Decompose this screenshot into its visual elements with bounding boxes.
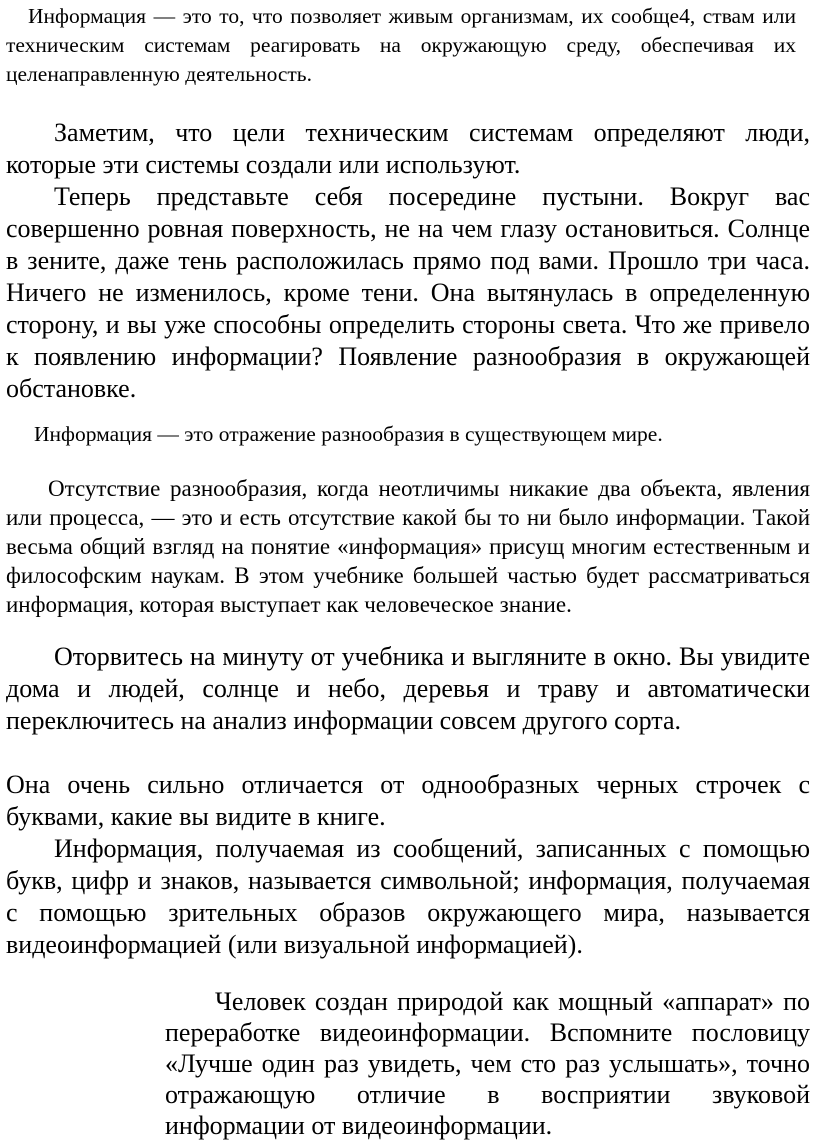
goals-paragraph: Заметим, что цели техническим системам определяют люди, которые эти системы создали или используют.: [6, 118, 810, 179]
symbolic-information-paragraph: Информация, получаемая из сообщений, записанных с помощью букв, цифр и знаков, называется символьной; информация, получаемая с помощью зрительных образов окружающего мира, называется видеоинформацией (или визуальной информацией).: [6, 834, 810, 959]
absence-of-diversity-paragraph: Отсутствие разнообразия, когда неотличимы никакие два объекта, явления или процесса, — это и есть отсутствие какой бы то ни было информации. Такой весьма общий взгляд на понятие «информация» присущ многим естественным и философским наукам. В этом учебнике большей частью будет рассматриваться информация, которая выступает как человеческое знание.: [6, 476, 810, 617]
look-out-window-paragraph: Оторвитесь на минуту от учебника и выгляните в окно. Вы увидите дома и людей, солнце и небо, деревья и траву и автоматически переключитесь на анализ информации совсем другого сорта.: [6, 642, 810, 735]
desert-paragraph: Теперь представьте себя посередине пустыни. Вокруг вас совершенно ровная поверхность, не на чем глазу остановиться. Солнце в зените, даже тень расположилась прямо под вами. Прошло три часа. Ничего не изменилось, кроме тени. Она вытянулась в определенную сторону, и вы уже способны определить стороны света. Что же привело к появлению информации? Появление разнообразия в окружающей обстановке.: [6, 182, 810, 403]
definition-paragraph-2: Информация — это отражение разнообразия в существующем мире.: [34, 422, 663, 446]
definition-paragraph-1: Информация — это то, что позволяет живым организмам, их сообще4, ствам или техническим системам реагировать на окружающую среду, обеспечивая их целенаправленную деятельность.: [6, 4, 796, 86]
differs-from-text-paragraph: Она очень сильно отличается от однообразных черных строчек с буквами, какие вы видите в книге.: [6, 770, 810, 831]
human-video-processing-paragraph: Человек создан природой как мощный «аппарат» по переработке видеоинформации. Вспомните пословицу «Лучше один раз увидеть, чем сто раз услышать», точно отражающую отличие в восприятии звуковой информации от видеоинформации.: [165, 987, 810, 1140]
